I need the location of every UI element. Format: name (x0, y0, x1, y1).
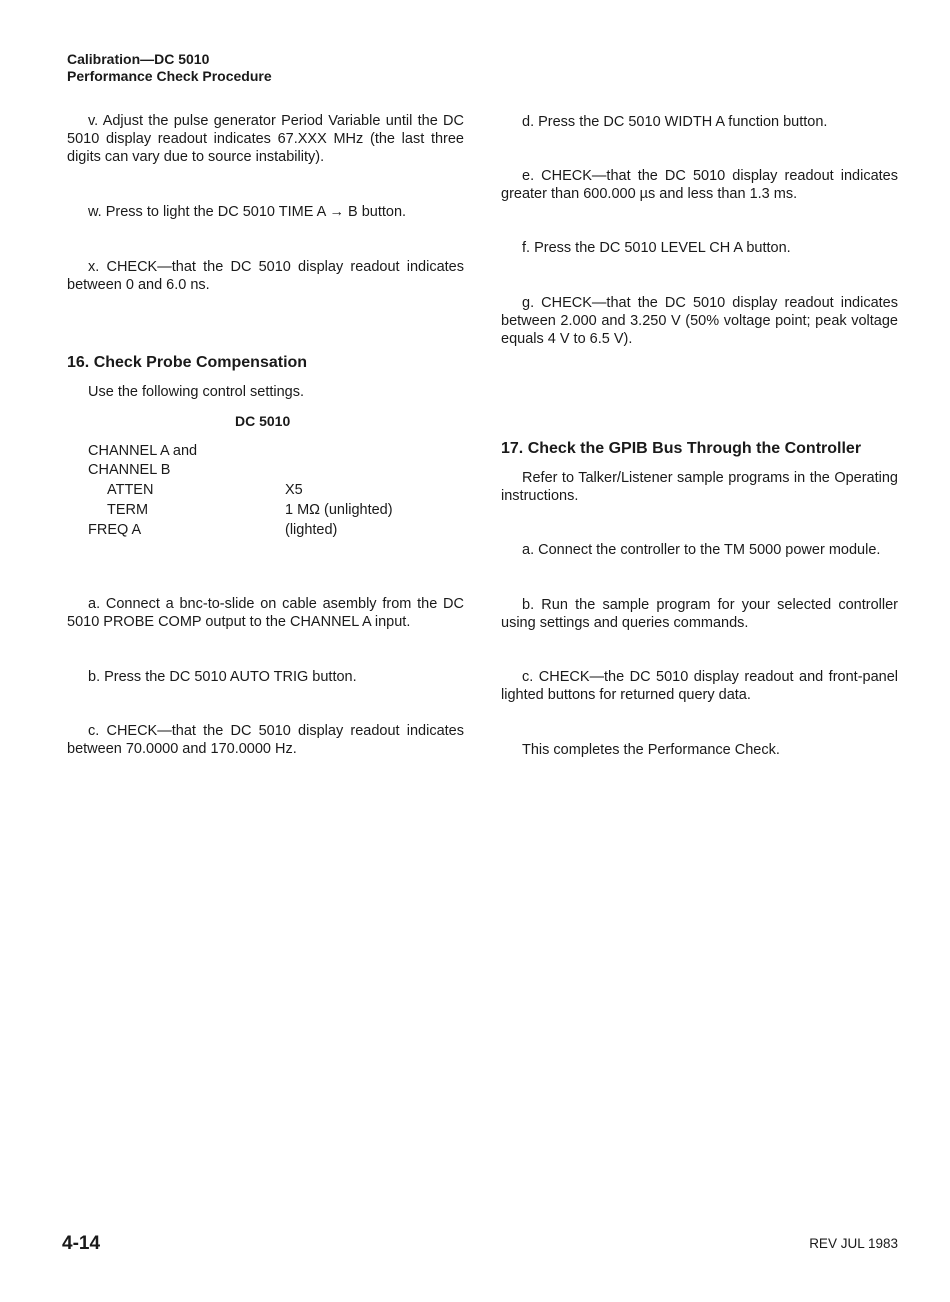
step-f: f. Press the DC 5010 LEVEL CH A button. (522, 240, 791, 256)
section-17-intro: Refer to Talker/Listener sample programs in the Operating instructions. (501, 470, 898, 504)
page-number: 4-14 (62, 1233, 101, 1254)
step-16b: b. Press the DC 5010 AUTO TRIG button. (88, 669, 357, 685)
step-x: x. CHECK—that the DC 5010 display readout indicates between 0 and 6.0 ns. (67, 259, 464, 293)
setting-freq-label: FREQ A (88, 522, 142, 538)
step-g: g. CHECK—that the DC 5010 display readout indicates between 2.000 and 3.250 V (50% voltage point; peak voltage equals 4 V to 6.5 V). (501, 295, 898, 347)
step-16a: a. Connect a bnc-to-slide on cable asembly from the DC 5010 PROBE COMP output to the CHANNEL A input. (67, 596, 464, 630)
section-17-heading: 17. Check the GPIB Bus Through the Controller (501, 440, 862, 457)
setting-term-label: TERM (107, 502, 149, 518)
closing-statement: This completes the Performance Check. (522, 742, 780, 758)
header-subtitle: Performance Check Procedure (67, 68, 272, 84)
step-16c: c. CHECK—that the DC 5010 display readout indicates between 70.0000 and 170.0000 Hz. (67, 723, 464, 757)
step-v: v. Adjust the pulse generator Period Variable until the DC 5010 display readout indicates 67.XXX MHz (the last three digits can vary due to source instability). (67, 113, 464, 165)
setting-atten-value: X5 (285, 482, 303, 498)
setting-channel-b: CHANNEL B (88, 462, 171, 478)
running-header (67, 51, 272, 85)
section-16-intro: Use the following control settings. (88, 384, 304, 400)
step-d: d. Press the DC 5010 WIDTH A function button. (522, 114, 828, 130)
step-17b: b. Run the sample program for your selected controller using settings and queries commands. (501, 597, 898, 631)
step-17a: a. Connect the controller to the TM 5000 power module. (522, 542, 881, 558)
step-e: e. CHECK—that the DC 5010 display readout indicates greater than 600.000 µs and less than 1.3 ms. (501, 168, 898, 202)
step-w: w. Press to light the DC 5010 TIME A → B button. (88, 204, 407, 220)
setting-freq-value: (lighted) (285, 522, 338, 538)
setting-atten-label: ATTEN (107, 482, 154, 498)
revision-date: REV JUL 1983 (809, 1236, 898, 1251)
setting-channel-a: CHANNEL A and (88, 443, 198, 459)
header-title: Calibration—DC 5010 (67, 51, 210, 67)
setting-term-value: 1 MΩ (unlighted) (285, 502, 393, 518)
settings-table-title: DC 5010 (235, 413, 291, 429)
step-17c: c. CHECK—the DC 5010 display readout and front-panel lighted buttons for returned query data. (501, 669, 898, 703)
section-16-heading: 16. Check Probe Compensation (67, 354, 308, 371)
